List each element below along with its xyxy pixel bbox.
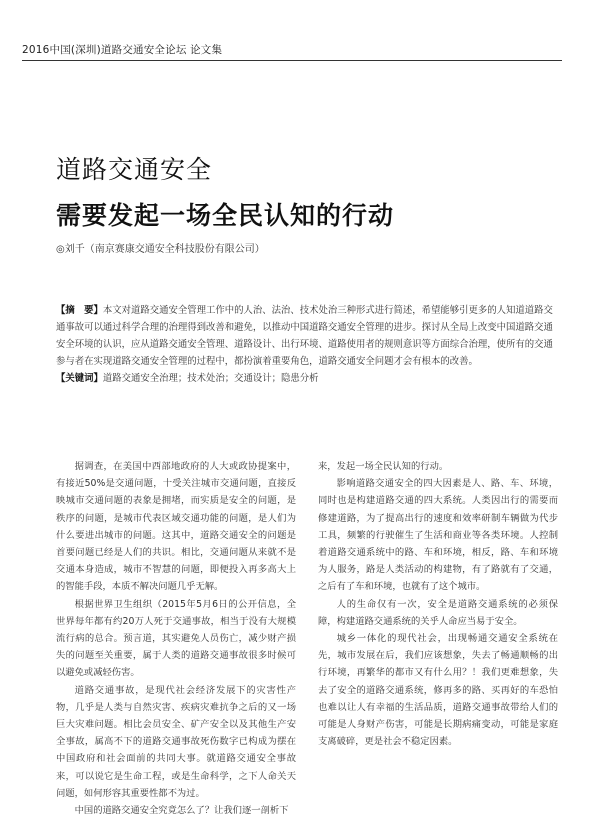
article-title: 道路交通安全 (56, 155, 213, 184)
paragraph: 城乡一体化的现代社会，出现畅通交通安全系统在先，城市发展在后，我们应该想象，失去了畅通顺畅的出行环境，再繁华的都市又有什么用？！我们更难想象，失去了安全的道路交通系统，修再多的路、买再好的车恐怕也难以让人有幸福的生活品质，道路交通事故带给人们的可能是人身财产伤害，可能是长期病痛变动，可能是家庭支离破碎，更是社会不稳定因素。 (318, 633, 558, 748)
running-header: 2016中国(深圳)道路交通安全论坛 论文集 (22, 44, 223, 56)
paragraph: 影响道路交通安全的四大因素是人、路、车、环境，同时也是构建道路交通的四大系统。人类因出行的需要而修建道路，为了提高出行的速度和效率研制车辆做为代步工具，频繁的行驶催生了生活和商业等各类环境。人控制着道路交通系统中的路、车和环境，相反，路、车和环境为人服务，路是人类活动的构建物，有了路就有了交通，之后有了车和环境，也就有了这个城市。 (318, 478, 558, 593)
author-line: ◎刘千（南京赛康交通安全科技股份有限公司） (56, 244, 265, 255)
keywords-label: 【关键词】 (56, 373, 103, 384)
abstract-label: 【摘 要】 (56, 305, 103, 316)
body-column-left (56, 458, 296, 819)
paragraph: 道路交通事故，是现代社会经济发展下的灾害性产物，几乎是人类与自然灾害、疾病灾难抗争之后的又一场巨大灾难问题。相比会员安全、矿产安全以及其他生产安全事故，属高不下的道路交通事故死伤数字已构成为摆在中国政府和社会面前的共同大事。就道路交通安全事故来，可以说它是生命工程，或是生命科学，之下人命关天问题，如何形容其重要性都不为过。 (56, 684, 296, 799)
article-subtitle: 需要发起一场全民认知的行动 (56, 201, 395, 230)
paragraph: 据调查，在美国中西部地政府的人大或政协提案中，有接近50%是交通问题，十受关注城市交通问题，直接反映城市交通问题的表象是拥堵，而实质是安全的问题，是秩序的问题，是城市代表区域交通功能的问题，是人们为什么要进出城市的问题。这其中，道路交通安全的问题是首要问题已经是人们的共识。相比，交通问题从来就不是交通本身造成，城市不智慧的问题，即便投入再多高大上的智能手段，本质不解决问题几乎无解。 (56, 461, 296, 593)
keywords (56, 370, 556, 387)
paragraph: 根据世界卫生组织（2015年5月6日的公开信息，全世界每年都有约20万人死于交通事故，相当于没有大规模流行病的总合。预言道，其实避免人员伤亡，减少财产损失的问题至关重要，属于人类的道路交通事故很多时候可以避免或减轻伤害。 (56, 598, 296, 679)
paragraph: 来，发起一场全民认知的行动。 (318, 461, 449, 472)
abstract (56, 302, 556, 370)
paragraph: 中国的道路交通安全究竟怎么了？让我们逐一剖析下 (74, 805, 289, 817)
abstract-text: 本文对道路交通安全管理工作中的人治、法治、技术处治三种形式进行简述，希望能够引更多的人知道道路交通事故可以通过科学合理的治理得到改善和避免，以推动中国道路交通安全管理的进步。探讨从全局上改变中国道路交通安全环境的认识，应从道路交通安全管理、道路设计、出行环境、道路使用者的规则意识等方面综合治理，使所有的交通参与者在实现道路交通安全管理的过程中，都扮演着重要角色，道路交通安全问题才会有根本的改善。 (56, 305, 553, 367)
paragraph: 人的生命仅有一次，安全是道路交通系统的必须保障，构建道路交通系统的关乎人命应当易于安全。 (318, 598, 558, 627)
header-rule (22, 60, 562, 61)
body-column-right (318, 458, 558, 750)
keywords-text: 道路交通安全治理；技术处治；交通设计；隐患分析 (102, 373, 319, 384)
